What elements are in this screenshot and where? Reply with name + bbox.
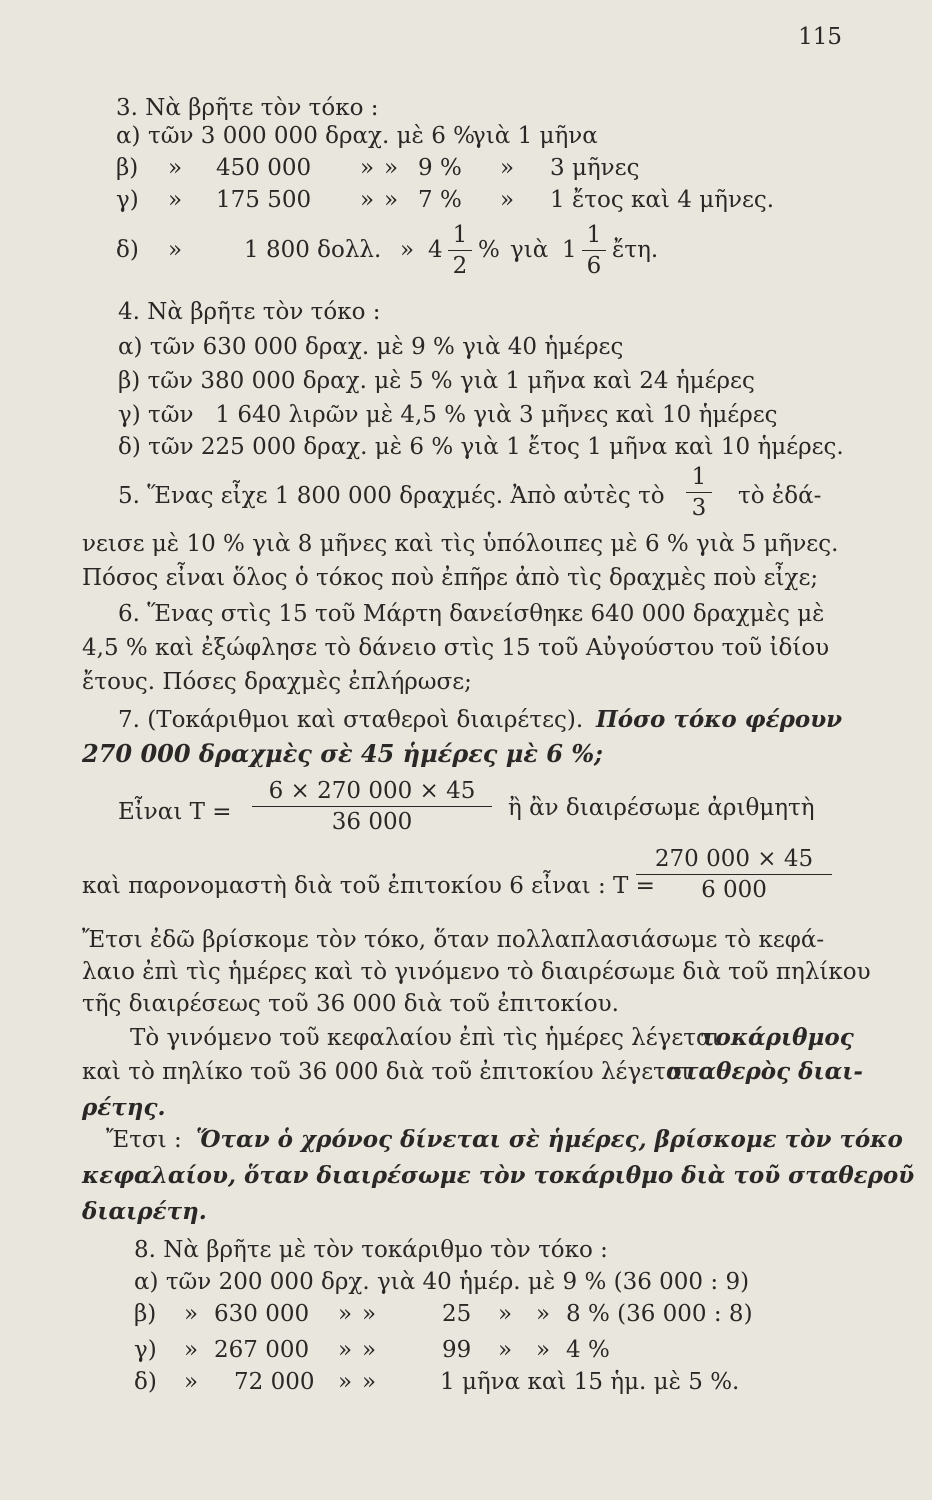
ditto-mark: »	[168, 155, 183, 181]
ditto-mark: »	[360, 187, 375, 213]
ditto-mark: »	[536, 1337, 551, 1363]
ex3-b-rate: 9 %	[418, 155, 462, 181]
ex3-b-label: β)	[116, 155, 139, 181]
fraction-bar	[636, 874, 832, 875]
ditto-mark: »	[362, 1369, 377, 1395]
fraction-denominator: 6 000	[701, 877, 767, 903]
ex8-c-days: 99	[442, 1337, 472, 1363]
ex3-a-label: α)	[116, 123, 141, 149]
ex8-b-days: 25	[442, 1301, 472, 1327]
ex8-c-rate: 4 %	[566, 1337, 610, 1363]
fraction-numerator: 6 × 270 000 × 45	[268, 778, 476, 804]
ex3-a-time: γιὰ 1 μῆνα	[472, 123, 598, 149]
fraction-denominator: 2	[452, 253, 468, 279]
ex3-d-years-fraction	[582, 222, 606, 279]
ex7-p1-line1: Ἔτσι ἐδῶ βρίσκομε τὸν τόκο, ὅταν πολλαπλασιάσωμε τὸ κεφά-	[82, 927, 825, 953]
ex4-line-b: β) τῶν 380 000 δραχ. μὲ 5 % γιὰ 1 μῆνα καὶ 24 ἡμέρες	[118, 368, 755, 394]
ditto-mark: »	[338, 1301, 353, 1327]
ex7-p2-line3: ρέτης.	[82, 1094, 166, 1121]
ex7-eq2-left: καὶ παρονομαστὴ διὰ τοῦ ἐπιτοκίου 6 εἶναι : Τ =	[82, 873, 655, 899]
ditto-mark: »	[362, 1337, 377, 1363]
ex5-line3: Πόσος εἶναι ὅλος ὁ τόκος ποὺ ἐπῆρε ἀπὸ τὶς δραχμὲς ποὺ εἶχε;	[82, 565, 819, 591]
ex7-rule-line1: Ὅταν ὁ χρόνος δίνεται σὲ ἡμέρες, βρίσκομε τὸν τόκο	[196, 1126, 903, 1153]
ditto-mark: »	[384, 155, 399, 181]
ex7-p2-line1a: Τὸ γινόμενο τοῦ κεφαλαίου ἐπὶ τὶς ἡμέρες λέγεται	[130, 1025, 721, 1051]
ex3-c-time: 1 ἔτος καὶ 4 μῆνες.	[550, 187, 775, 213]
ex7-eq1-right: ἢ ἂν διαιρέσωμε ἀριθμητὴ	[508, 795, 815, 821]
ditto-mark: »	[360, 155, 375, 181]
ex7-heading: 7. (Τοκάριθμοι καὶ σταθεροὶ διαιρέτες).	[118, 707, 584, 733]
ex4-line-c: γ) τῶν 1 640 λιρῶν μὲ 4,5 % γιὰ 3 μῆνες καὶ 10 ἡμέρες	[118, 402, 778, 428]
ditto-mark: »	[536, 1301, 551, 1327]
ditto-mark: »	[184, 1337, 199, 1363]
fraction-bar	[582, 250, 606, 251]
ex3-d-rate-whole: 4	[428, 237, 443, 263]
ex4-line-a: α) τῶν 630 000 δραχ. μὲ 9 % γιὰ 40 ἡμέρες	[118, 334, 624, 360]
fraction-denominator: 3	[691, 495, 707, 521]
ex4-title: 4. Νὰ βρῆτε τὸν τόκο :	[118, 299, 381, 325]
ditto-mark: »	[184, 1301, 199, 1327]
ex6-line1: 6. Ἕνας στὶς 15 τοῦ Μάρτη δανείσθηκε 640 000 δραχμὲς μὲ	[118, 601, 825, 627]
ditto-mark: »	[500, 187, 515, 213]
ex3-c-label: γ)	[116, 187, 139, 213]
ex5-line1a: 5. Ἕνας εἶχε 1 800 000 δραχμές. Ἀπὸ αὐτὲς τὸ	[118, 483, 665, 509]
ex6-line3: ἔτους. Πόσες δραχμὲς ἐπλήρωσε;	[82, 669, 472, 695]
ex7-rule-line2: κεφαλαίου, ὅταν διαιρέσωμε τὸν τοκάριθμο διὰ τοῦ σταθεροῦ	[82, 1162, 915, 1189]
fraction-numerator: 270 000 × 45	[654, 846, 814, 872]
ex8-b-amount: 630 000	[214, 1301, 310, 1327]
ex4-line-d: δ) τῶν 225 000 δραχ. μὲ 6 % γιὰ 1 ἔτος 1 μῆνα καὶ 10 ἡμέρες.	[118, 434, 844, 460]
ex5-fraction	[686, 464, 712, 521]
ditto-mark: »	[500, 155, 515, 181]
ex7-eq1-left: Εἶναι Τ =	[118, 799, 232, 825]
ex7-p1-line3: τῆς διαιρέσεως τοῦ 36 000 διὰ τοῦ ἐπιτοκίου.	[82, 991, 619, 1017]
ex7-p2-line2a: καὶ τὸ πηλίκο τοῦ 36 000 διὰ τοῦ ἐπιτοκίου λέγεται	[82, 1059, 691, 1085]
ex7-eq1-fraction	[252, 778, 492, 835]
ex8-b-rate: 8 % (36 000 : 8)	[566, 1301, 753, 1327]
fraction-bar	[252, 806, 492, 807]
fraction-bar	[448, 250, 472, 251]
ex3-a-text: τῶν 3 000 000 δραχ. μὲ 6 %	[148, 123, 475, 149]
ex7-term-tokarithmos: τοκάριθμος	[700, 1024, 854, 1051]
fraction-bar	[686, 492, 712, 493]
ex6-line2: 4,5 % καὶ ἐξώφλησε τὸ δάνειο στὶς 15 τοῦ Αὐγούστου τοῦ ἰδίου	[82, 635, 830, 661]
ditto-mark: »	[184, 1369, 199, 1395]
ex8-d-time-rate: 1 μῆνα καὶ 15 ἡμ. μὲ 5 %.	[440, 1369, 740, 1395]
ex3-b-time: 3 μῆνες	[550, 155, 640, 181]
ex3-d-amount: 1 800 δολλ.	[244, 237, 382, 263]
ditto-mark: »	[400, 237, 415, 263]
ex3-b-amount: 450 000	[216, 155, 312, 181]
ditto-mark: »	[168, 237, 183, 263]
ex8-d-amount: 72 000	[234, 1369, 315, 1395]
ex8-c-label: γ)	[134, 1337, 157, 1363]
ditto-mark: »	[498, 1337, 513, 1363]
ditto-mark: »	[384, 187, 399, 213]
ex8-c-amount: 267 000	[214, 1337, 310, 1363]
ex7-rule-line3: διαιρέτη.	[82, 1198, 207, 1225]
fraction-numerator: 1	[452, 222, 468, 248]
ex3-title: 3. Νὰ βρῆτε τὸν τόκο :	[116, 95, 379, 121]
ditto-mark: »	[168, 187, 183, 213]
percent-sign: %	[478, 237, 500, 263]
ex3-d-years-whole: 1	[562, 237, 577, 263]
ex3-d-rate-fraction	[448, 222, 472, 279]
ditto-mark: »	[498, 1301, 513, 1327]
ex3-d-label: δ)	[116, 237, 139, 263]
ex7-rule-prefix: Ἔτσι :	[106, 1127, 182, 1153]
ex7-p1-line2: λαιο ἐπὶ τὶς ἡμέρες καὶ τὸ γινόμενο τὸ διαιρέσωμε διὰ τοῦ πηλίκου	[82, 959, 871, 985]
ex8-d-label: δ)	[134, 1369, 157, 1395]
ex7-question-b: 270 000 δραχμὲς σὲ 45 ἡμέρες μὲ 6 %;	[82, 739, 604, 768]
ex7-question-a: Πόσο τόκο φέρουν	[596, 706, 843, 733]
ex3-c-rate: 7 %	[418, 187, 462, 213]
ex8-b-label: β)	[134, 1301, 157, 1327]
ex8-title: 8. Νὰ βρῆτε μὲ τὸν τοκάριθμο τὸν τόκο :	[134, 1237, 608, 1263]
fraction-denominator: 36 000	[331, 809, 413, 835]
page-number: 115	[798, 24, 842, 50]
ex3-d-years-word: ἔτη.	[612, 237, 659, 263]
fraction-numerator: 1	[586, 222, 602, 248]
ex3-c-amount: 175 500	[216, 187, 312, 213]
ex5-line1b: τὸ ἐδά-	[738, 483, 822, 509]
ex3-d-for: γιὰ	[510, 237, 549, 263]
ditto-mark: »	[362, 1301, 377, 1327]
ex8-line-a: α) τῶν 200 000 δρχ. γιὰ 40 ἡμέρ. μὲ 9 % (36 000 : 9)	[134, 1269, 750, 1295]
ex5-line2: νεισε μὲ 10 % γιὰ 8 μῆνες καὶ τὶς ὑπόλοιπες μὲ 6 % γιὰ 5 μῆνες.	[82, 531, 839, 557]
ex7-eq2-fraction	[636, 846, 832, 903]
ditto-mark: »	[338, 1369, 353, 1395]
ditto-mark: »	[338, 1337, 353, 1363]
fraction-denominator: 6	[586, 253, 602, 279]
fraction-numerator: 1	[691, 464, 707, 490]
ex7-term-stathero: σταθερὸς διαι-	[666, 1058, 863, 1085]
